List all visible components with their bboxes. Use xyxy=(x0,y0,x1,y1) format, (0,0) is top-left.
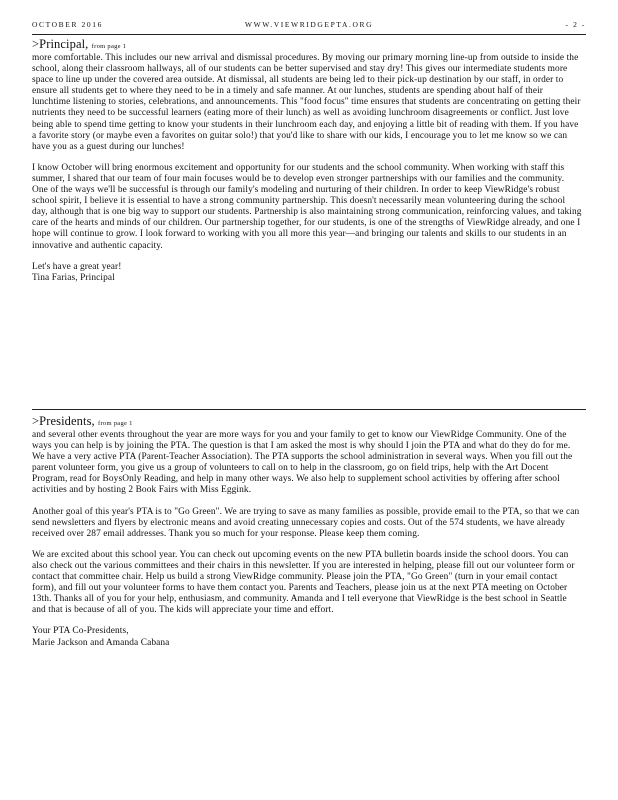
presidents-paragraph-2: Another goal of this year's PTA is to "Go Green". We are trying to save as many families as possible, provide email to the PTA, so that we can send newsletters and flyers by electronic means and avoid creating unnecessary copies and costs. Out of the 574 students, we have already received over 287 email addresses. Thank you so much for your response. Please keep them coming. xyxy=(32,506,580,539)
header-page-number: - 2 - xyxy=(565,20,586,29)
page-header xyxy=(32,20,586,34)
principal-paragraph-1: more comfortable. This includes our new arrival and dismissal procedures. By moving our primary morning line-up from outside to inside the school, along their classroom hallways, all of our students can be better supervised and stay dry! This gives our intermediate students more space to line up under the covered area outside. At dismissal, all students are being led to their pick-up destination by our staff, in order to ensure all students get to where they need to be in a timely and safe manner. At our lunches, students are spending about half of their lunchtime listening to stories, celebrations, and announcements. This "food focus" time ensures that students are concentrating on getting their nutrients they need to be successful learners (eating more of their lunch) as well as avoiding lunchroom disagreements or conflict. Just love being able to spend time getting to know your students in their lunchroom each day, and enjoying a little bit of reading with them. If you have a favorite story (or maybe even a favorites on guitar solo!) that you'd like to share with our kids, I encourage you to let me know so we can have you as a guest during our lunches! xyxy=(32,53,581,152)
presidents-continued-label: from page 1 xyxy=(98,420,133,427)
presidents-paragraph-1: and several other events throughout the year are more ways for you and your family to get to know our ViewRidge Community. One of the ways you can help is by joining the PTA. The question is that I am asked the most is why should I join the PTA and what do they do for me. We have a very active PTA (Parent-Teacher Association). The PTA supports the school administration in several ways. When you fill out the parent volunteer form, you give us a group of volunteers to call on to help in the classroom, go on field trips, help with the Art Docent Program, read for BoysOnly Reading, and help in many other ways. We also help to supplement school activities by offering after school activities and by hosting 2 Book Fairs with Miss Eggink. xyxy=(32,430,573,496)
principal-section xyxy=(32,38,582,284)
principal-continued-label: from page 1 xyxy=(91,43,127,50)
principal-closing: Let's have a great year! xyxy=(32,261,122,272)
presidents-closing: Your PTA Co-Presidents, xyxy=(32,626,129,637)
header-divider xyxy=(32,34,586,35)
presidents-section xyxy=(32,415,582,649)
header-website: WWW.VIEWRIDGEPTA.ORG xyxy=(244,20,374,29)
presidents-paragraph-3: We are excited about this school year. You can check out upcoming events on the new PTA bulletin boards inside the school doors. You can also check out the various committees and their chairs in this newsletter. If you are interested in helping, please fill out our volunteer form or contact that committee chair. Help us build a strong ViewRidge community. Please join the PTA, "Go Green" (turn in your email contact form), and fill out your volunteer forms to have them contact you. Parents and Teachers, please join us at the next PTA meeting on October 13th. Thanks all of you for your help, enthusiasm, and community. Amanda and I tell everyone that ViewRidge is the best school in Seattle and that is because of all of you. The kids will appreciate your time and effort. xyxy=(32,549,575,616)
principal-title: >Principal, xyxy=(32,37,89,51)
principal-heading xyxy=(32,38,582,53)
presidents-signature: Marie Jackson and Amanda Cabana xyxy=(32,637,170,648)
header-date: OCTOBER 2016 xyxy=(32,20,103,29)
section-divider xyxy=(32,409,586,410)
presidents-title: >Presidents, xyxy=(32,414,95,428)
presidents-heading xyxy=(32,415,582,430)
principal-paragraph-2: I know October will bring enormous excitement and opportunity for our students and the school community. When working with staff this summer, I shared that our team of four main focuses would be to develop even stronger partnerships with our families and the community. One of the ways we'll be successful is through our family's modeling and nurturing of their children. In order to keep ViewRidge's robust school spirit, I believe it is essential to have a strong community partnership. This doesn't necessarily mean volunteering during the school day, although that is one big way to support our students. Partnership is also maintaining strong communication, reinforcing values, and taking care of the hearts and minds of our children. Our partnership together, for our students, is one of the strengths of ViewRidge already, and one I hope will continue to grow. I look forward to working with you all more this year—and bringing our talents and skills to our students in an innovative and authentic capacity. xyxy=(32,162,582,251)
principal-signature: Tina Farias, Principal xyxy=(32,272,115,283)
